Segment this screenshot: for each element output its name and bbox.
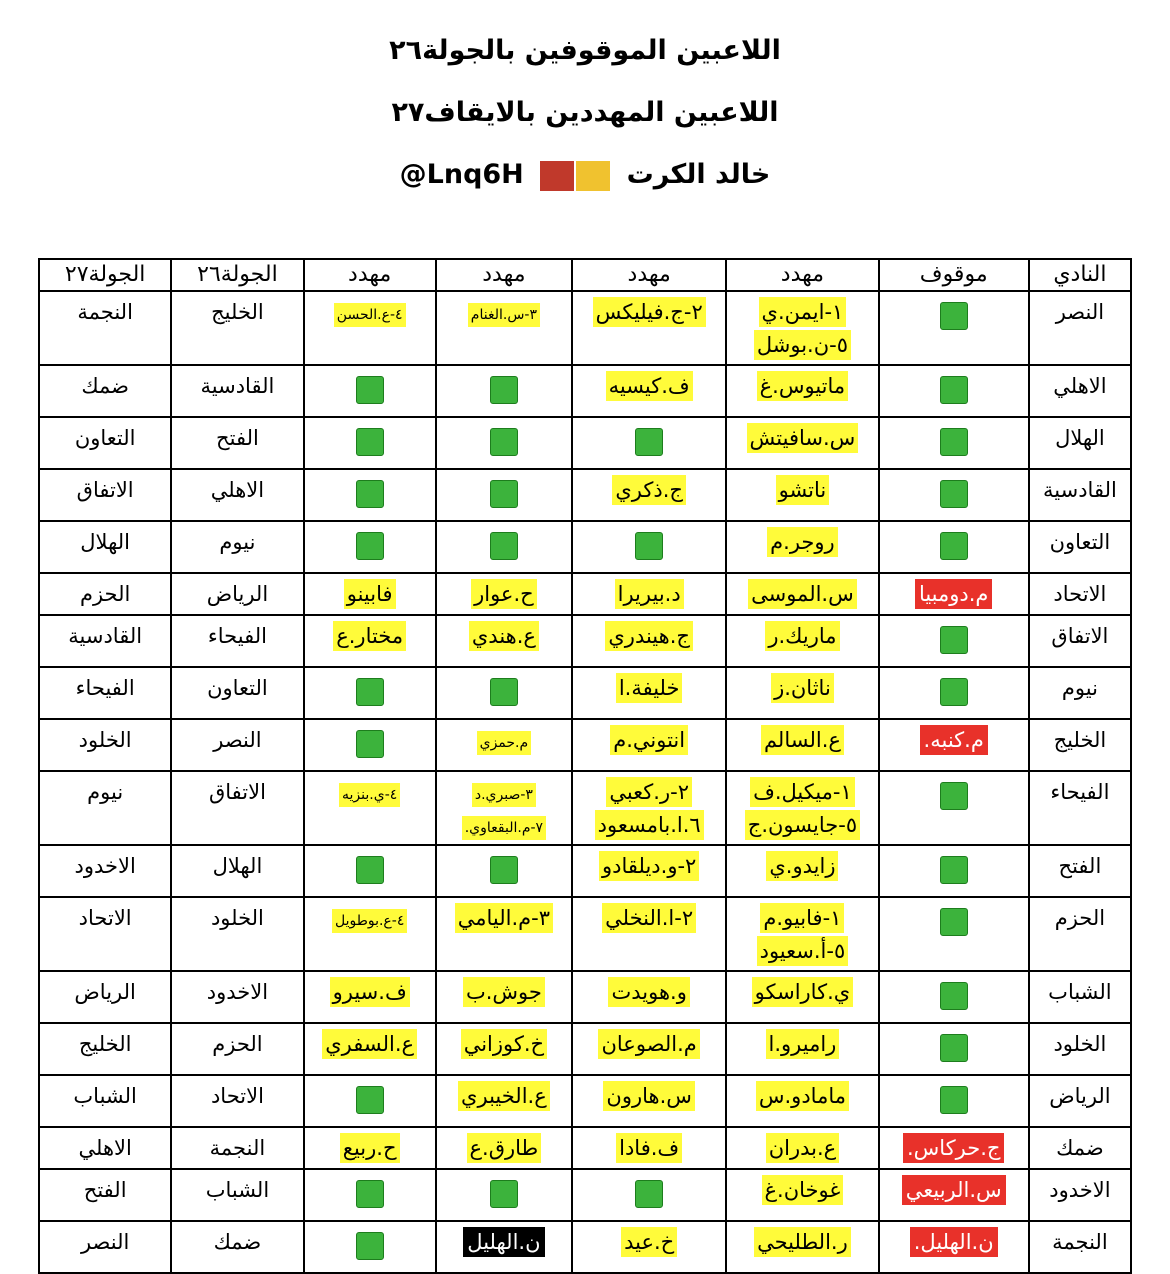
green-square-icon [356, 376, 384, 404]
page-header [0, 0, 1170, 212]
suspended-cell [879, 897, 1029, 971]
warned-player: ناتشو [776, 475, 830, 505]
suspended-cell [879, 971, 1029, 1023]
author-name: خالد الكرت [626, 159, 771, 190]
warned-cell-1 [726, 1221, 878, 1273]
warned-cell-4 [304, 469, 436, 521]
warned-cell-3 [436, 719, 572, 771]
warned-player: ع.الخيبري [458, 1081, 550, 1111]
warned-cell-3 [436, 1075, 572, 1127]
green-square-icon [356, 1232, 384, 1260]
suspended-player: ن.الهليل. [910, 1227, 998, 1257]
warned-cell-3 [436, 1221, 572, 1273]
club-name: الفتح [1029, 845, 1131, 897]
warned-cell-4 [304, 1127, 436, 1169]
green-square-icon [940, 782, 968, 810]
table-row [39, 291, 1131, 365]
red-card-icon [540, 161, 574, 191]
warned-player: ر.الطليحي [754, 1227, 851, 1257]
warned-player: ٥-ن.بوشل [754, 330, 851, 360]
club-name: الرياض [1029, 1075, 1131, 1127]
warned-cell-1 [726, 719, 878, 771]
club-name: الخليج [1029, 719, 1131, 771]
warned-cell-4 [304, 1075, 436, 1127]
club-name: الفيحاء [1029, 771, 1131, 845]
green-square-icon [490, 678, 518, 706]
warned-player: س.سافيتش [747, 423, 859, 453]
warned-player: ع.هندي [469, 621, 539, 651]
warned-player: م.حمزي [477, 731, 532, 755]
club-name: القادسية [1029, 469, 1131, 521]
suspended-cell [879, 291, 1029, 365]
green-square-icon [490, 856, 518, 884]
round-26-opponent: الفتح [171, 417, 303, 469]
green-square-icon [940, 1034, 968, 1062]
round-26-opponent: الرياض [171, 573, 303, 615]
warned-cell-3 [436, 365, 572, 417]
yellow-card-icon [576, 161, 610, 191]
warned-cell-4 [304, 615, 436, 667]
warned-player: س.الموسى [748, 579, 857, 609]
round-27-opponent: الاتحاد [39, 897, 171, 971]
warned-player: فابينو [344, 579, 396, 609]
warned-cell-1 [726, 291, 878, 365]
green-square-icon [490, 480, 518, 508]
round-27-opponent: النجمة [39, 291, 171, 365]
warned-cell-2 [572, 1075, 726, 1127]
warned-player: ماتيوس.غ [757, 371, 849, 401]
warned-cell-4 [304, 365, 436, 417]
warned-cell-4 [304, 719, 436, 771]
header-suspended: موقوف [879, 259, 1029, 291]
club-name: التعاون [1029, 521, 1131, 573]
warned-cell-4 [304, 291, 436, 365]
green-square-icon [940, 1086, 968, 1114]
round-26-opponent: التعاون [171, 667, 303, 719]
warned-player: خ.عيد [621, 1227, 677, 1257]
warned-player: م.الصوعان [598, 1029, 699, 1059]
green-square-icon [940, 376, 968, 404]
round-26-opponent: الفيحاء [171, 615, 303, 667]
warned-cell-3 [436, 291, 572, 365]
green-square-icon [356, 730, 384, 758]
round-27-opponent: الخلود [39, 719, 171, 771]
warned-player: ٢-ر.كعبي [606, 777, 692, 807]
suspended-cell [879, 1127, 1029, 1169]
warned-cell-3 [436, 897, 572, 971]
round-26-opponent: الحزم [171, 1023, 303, 1075]
warned-cell-1 [726, 1075, 878, 1127]
club-name: ضمك [1029, 1127, 1131, 1169]
suspensions-table [38, 258, 1132, 1274]
warned-player: ٢-ا.النخلي [602, 903, 696, 933]
warned-cell-4 [304, 771, 436, 845]
round-27-opponent: القادسية [39, 615, 171, 667]
green-square-icon [940, 856, 968, 884]
round-27-opponent: الاهلي [39, 1127, 171, 1169]
club-name: الخلود [1029, 1023, 1131, 1075]
warned-cell-4 [304, 971, 436, 1023]
club-name: النجمة [1029, 1221, 1131, 1273]
table-row [39, 417, 1131, 469]
warned-cell-2 [572, 845, 726, 897]
header-warned-2: مهدد [572, 259, 726, 291]
table-row [39, 615, 1131, 667]
warned-player: ٦.ا.بامسعود [595, 810, 704, 840]
round-26-opponent: الهلال [171, 845, 303, 897]
warned-cell-3 [436, 521, 572, 573]
title-warned: اللاعبين المهددين بالايقاف٢٧ [391, 97, 779, 128]
round-27-opponent: ضمك [39, 365, 171, 417]
suspended-cell [879, 615, 1029, 667]
round-27-opponent: النصر [39, 1221, 171, 1273]
suspended-cell [879, 771, 1029, 845]
warned-cell-1 [726, 1127, 878, 1169]
warned-player: ج.ذكري [612, 475, 686, 505]
warned-cell-2 [572, 615, 726, 667]
warned-player: ٤-ي.بنزيه [339, 783, 400, 807]
warned-player: ٢-و.ديلقادو [599, 851, 699, 881]
green-square-icon [490, 376, 518, 404]
table-row [39, 1075, 1131, 1127]
warned-cell-3 [436, 573, 572, 615]
warned-cell-1 [726, 1023, 878, 1075]
warned-player: ٧-م.البقعاوي. [462, 816, 546, 840]
suspended-cell [879, 719, 1029, 771]
round-26-opponent: الخليج [171, 291, 303, 365]
table-row [39, 521, 1131, 573]
warned-cell-2 [572, 469, 726, 521]
warned-player: ٣-س.الغنام [468, 303, 540, 327]
suspended-cell [879, 521, 1029, 573]
suspended-cell [879, 1221, 1029, 1273]
round-27-opponent: الاخدود [39, 845, 171, 897]
green-square-icon [490, 532, 518, 560]
warned-player: ف.كيسيه [606, 371, 693, 401]
warned-cell-4 [304, 1023, 436, 1075]
header-warned-1: مهدد [726, 259, 878, 291]
table-row [39, 365, 1131, 417]
warned-cell-1 [726, 897, 878, 971]
green-square-icon [356, 532, 384, 560]
warned-player: غوخان.غ [762, 1175, 844, 1205]
warned-cell-1 [726, 469, 878, 521]
green-square-icon [635, 1180, 663, 1208]
green-square-icon [356, 1180, 384, 1208]
green-square-icon [940, 626, 968, 654]
warned-cell-1 [726, 771, 878, 845]
suspended-cell [879, 417, 1029, 469]
warned-player: ح.عوار [471, 579, 537, 609]
green-square-icon [356, 480, 384, 508]
green-square-icon [940, 302, 968, 330]
warned-player: مامادو.س [756, 1081, 849, 1111]
warned-cell-4 [304, 1169, 436, 1221]
green-square-icon [940, 908, 968, 936]
warned-player: انتوني.م [610, 725, 688, 755]
table-row [39, 971, 1131, 1023]
round-27-opponent: نيوم [39, 771, 171, 845]
green-square-icon [940, 532, 968, 560]
warned-cell-1 [726, 573, 878, 615]
green-square-icon [356, 428, 384, 456]
warned-cell-4 [304, 521, 436, 573]
green-square-icon [940, 982, 968, 1010]
suspended-player: س.الربيعي [902, 1175, 1006, 1205]
suspended-player: ج.حركاس. [903, 1133, 1005, 1163]
warned-cell-2 [572, 771, 726, 845]
round-26-opponent: الاتحاد [171, 1075, 303, 1127]
warned-cell-2 [572, 667, 726, 719]
round-27-opponent: الخليج [39, 1023, 171, 1075]
warned-cell-1 [726, 615, 878, 667]
warned-cell-2 [572, 971, 726, 1023]
warned-player: خ.كوزاني [461, 1029, 547, 1059]
cards-icon [539, 151, 611, 201]
round-26-opponent: الاهلي [171, 469, 303, 521]
warned-player: ٣-م.اليامي [455, 903, 553, 933]
club-name: الاتفاق [1029, 615, 1131, 667]
warned-player: طارق.ع [467, 1133, 542, 1163]
club-name: الاخدود [1029, 1169, 1131, 1221]
warned-cell-3 [436, 667, 572, 719]
warned-cell-2 [572, 719, 726, 771]
warned-cell-1 [726, 667, 878, 719]
warned-player: راميرو.ا [766, 1029, 840, 1059]
club-name: الهلال [1029, 417, 1131, 469]
green-square-icon [490, 1180, 518, 1208]
warned-cell-2 [572, 417, 726, 469]
green-square-icon [940, 480, 968, 508]
round-27-opponent: الاتفاق [39, 469, 171, 521]
table-row [39, 845, 1131, 897]
green-square-icon [356, 1086, 384, 1114]
warned-player: خليفة.ا [616, 673, 683, 703]
round-26-opponent: الاخدود [171, 971, 303, 1023]
green-square-icon [356, 856, 384, 884]
round-27-opponent: الهلال [39, 521, 171, 573]
warned-cell-2 [572, 521, 726, 573]
warned-cell-2 [572, 897, 726, 971]
warned-cell-1 [726, 1169, 878, 1221]
suspended-cell [879, 1075, 1029, 1127]
warned-player: ع.بدران [766, 1133, 839, 1163]
warned-cell-1 [726, 521, 878, 573]
author-handle: @Lnq6H [399, 159, 524, 190]
warned-cell-4 [304, 845, 436, 897]
warned-cell-2 [572, 1023, 726, 1075]
suspended-cell [879, 573, 1029, 615]
round-26-opponent: النجمة [171, 1127, 303, 1169]
warned-player: ١-ايمن.ي [759, 297, 847, 327]
table-row [39, 1169, 1131, 1221]
warned-cell-2 [572, 1127, 726, 1169]
suspended-player: م.دومبيا [915, 579, 993, 609]
green-square-icon [940, 678, 968, 706]
green-square-icon [356, 678, 384, 706]
club-name: نيوم [1029, 667, 1131, 719]
warned-cell-3 [436, 845, 572, 897]
club-name: الاتحاد [1029, 573, 1131, 615]
warned-player: ٣-صبري.د [472, 783, 536, 807]
warned-cell-4 [304, 573, 436, 615]
round-26-opponent: النصر [171, 719, 303, 771]
suspended-player: م.كنبه. [920, 725, 988, 755]
author-line [0, 150, 1170, 212]
round-26-opponent: الخلود [171, 897, 303, 971]
warned-cell-3 [436, 1169, 572, 1221]
warned-player: ٥-أ.سعيود [757, 936, 849, 966]
warned-cell-4 [304, 667, 436, 719]
suspended-cell [879, 365, 1029, 417]
warned-player: ف.فادا [616, 1133, 682, 1163]
title-suspended: اللاعبين الموقوفين بالجولة٢٦ [389, 35, 781, 66]
header-warned-3: مهدد [436, 259, 572, 291]
warned-player: ع.السفري [322, 1029, 417, 1059]
warned-player: ن.الهليل [463, 1227, 544, 1257]
warned-cell-1 [726, 971, 878, 1023]
warned-player: ١-ميكيل.ف [750, 777, 855, 807]
warned-player: د.بيريرا [615, 579, 684, 609]
table-row [39, 897, 1131, 971]
warned-player: س.هارون [603, 1081, 695, 1111]
round-27-opponent: الحزم [39, 573, 171, 615]
warned-cell-3 [436, 469, 572, 521]
warned-cell-4 [304, 1221, 436, 1273]
warned-player: ف.سيرو [330, 977, 410, 1007]
warned-player: ٢-ج.فيليكس [593, 297, 706, 327]
warned-cell-2 [572, 291, 726, 365]
warned-cell-3 [436, 1127, 572, 1169]
club-name: الاهلي [1029, 365, 1131, 417]
warned-player: ٤-ع.بوطويل [332, 909, 407, 933]
table-row [39, 469, 1131, 521]
round-26-opponent: القادسية [171, 365, 303, 417]
header-club: النادي [1029, 259, 1131, 291]
warned-cell-1 [726, 845, 878, 897]
round-26-opponent: نيوم [171, 521, 303, 573]
warned-player: زايدو.ي [766, 851, 838, 881]
warned-cell-3 [436, 417, 572, 469]
suspended-cell [879, 845, 1029, 897]
warned-player: ١-فابيو.م [760, 903, 844, 933]
warned-cell-2 [572, 1221, 726, 1273]
warned-player: ع.السالم [761, 725, 844, 755]
suspended-cell [879, 1169, 1029, 1221]
warned-player: ناثان.ز [771, 673, 834, 703]
round-27-opponent: الفيحاء [39, 667, 171, 719]
warned-cell-2 [572, 365, 726, 417]
warned-cell-1 [726, 417, 878, 469]
warned-cell-4 [304, 417, 436, 469]
warned-cell-3 [436, 1023, 572, 1075]
warned-player: ج.هيندري [605, 621, 693, 651]
suspended-cell [879, 667, 1029, 719]
warned-player: جوش.ب [463, 977, 545, 1007]
warned-cell-2 [572, 573, 726, 615]
warned-cell-3 [436, 615, 572, 667]
table-row [39, 573, 1131, 615]
header-warned-4: مهدد [304, 259, 436, 291]
round-27-opponent: التعاون [39, 417, 171, 469]
round-26-opponent: الاتفاق [171, 771, 303, 845]
green-square-icon [635, 532, 663, 560]
header-round-27: الجولة٢٧ [39, 259, 171, 291]
warned-cell-3 [436, 771, 572, 845]
warned-player: ٥-جايسون.ج [745, 810, 860, 840]
warned-player: مختار.ع [333, 621, 406, 651]
table-header-row [39, 259, 1131, 291]
warned-cell-1 [726, 365, 878, 417]
round-27-opponent: الرياض [39, 971, 171, 1023]
round-26-opponent: ضمك [171, 1221, 303, 1273]
table-row [39, 667, 1131, 719]
green-square-icon [635, 428, 663, 456]
table-row [39, 1127, 1131, 1169]
round-27-opponent: الشباب [39, 1075, 171, 1127]
green-square-icon [940, 428, 968, 456]
green-square-icon [490, 428, 518, 456]
warned-player: روجر.م [767, 527, 838, 557]
table-row [39, 1023, 1131, 1075]
header-round-26: الجولة٢٦ [171, 259, 303, 291]
club-name: الحزم [1029, 897, 1131, 971]
warned-player: ي.كاراسكو [752, 977, 854, 1007]
suspended-cell [879, 1023, 1029, 1075]
warned-player: ماريك.ر [765, 621, 839, 651]
warned-cell-2 [572, 1169, 726, 1221]
round-27-opponent: الفتح [39, 1169, 171, 1221]
warned-player: ٤-ع.الحسن [334, 303, 406, 327]
table-row [39, 771, 1131, 845]
warned-player: و.هويدت [608, 977, 689, 1007]
club-name: الشباب [1029, 971, 1131, 1023]
warned-player: ح.ربيع [340, 1133, 400, 1163]
warned-cell-3 [436, 971, 572, 1023]
table-row [39, 719, 1131, 771]
round-26-opponent: الشباب [171, 1169, 303, 1221]
suspended-cell [879, 469, 1029, 521]
warned-cell-4 [304, 897, 436, 971]
club-name: النصر [1029, 291, 1131, 365]
table-row [39, 1221, 1131, 1273]
